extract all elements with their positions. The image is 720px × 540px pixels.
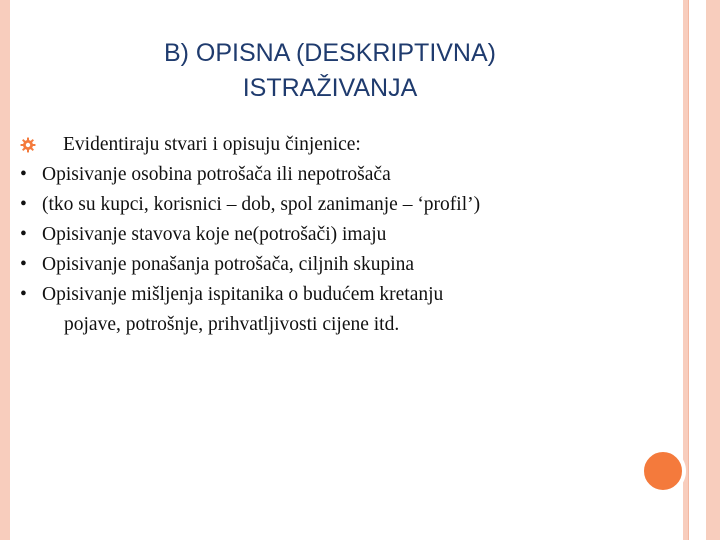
bullet-text: Opisivanje ponašanja potrošača, ciljnih skupina — [42, 254, 415, 275]
bullet-item — [18, 160, 658, 190]
bullet-continuation: pojave, potrošnje, prihvatljivosti cijene itd. — [64, 314, 400, 335]
decorative-circle — [640, 448, 686, 494]
right-border-decoration — [706, 0, 720, 540]
gear-icon — [20, 137, 36, 153]
right-border-line-accent — [688, 0, 689, 540]
bullet-text: Opisivanje osobina potrošača ili nepotrošača — [42, 164, 391, 185]
bullet-marker: • — [20, 284, 27, 305]
slide-title-line-1: B) OPISNA (DESKRIPTIVNA) — [163, 39, 496, 67]
bullet-text: (tko su kupci, korisnici – dob, spol zanimanje – ‘profil’) — [42, 194, 481, 215]
bullet-marker: • — [20, 164, 27, 185]
lead-item — [18, 130, 658, 160]
bullet-marker: • — [20, 254, 27, 275]
bullet-item — [18, 190, 658, 220]
bullet-item — [18, 220, 658, 250]
lead-text: Evidentiraju stvari i opisuju činjenice: — [63, 134, 361, 155]
bullet-text: Opisivanje stavova koje ne(potrošači) imaju — [42, 224, 387, 245]
bullet-marker: • — [20, 224, 27, 245]
slide-title — [60, 36, 600, 106]
bullet-marker: • — [20, 194, 27, 215]
bullet-item — [18, 280, 658, 310]
left-border-decoration — [0, 0, 10, 540]
bullet-text: Opisivanje mišljenja ispitanika o budućem kretanju — [42, 284, 444, 305]
slide-body — [18, 130, 658, 340]
bullet-item — [18, 250, 658, 280]
slide-title-line-2: ISTRAŽIVANJA — [242, 74, 418, 102]
